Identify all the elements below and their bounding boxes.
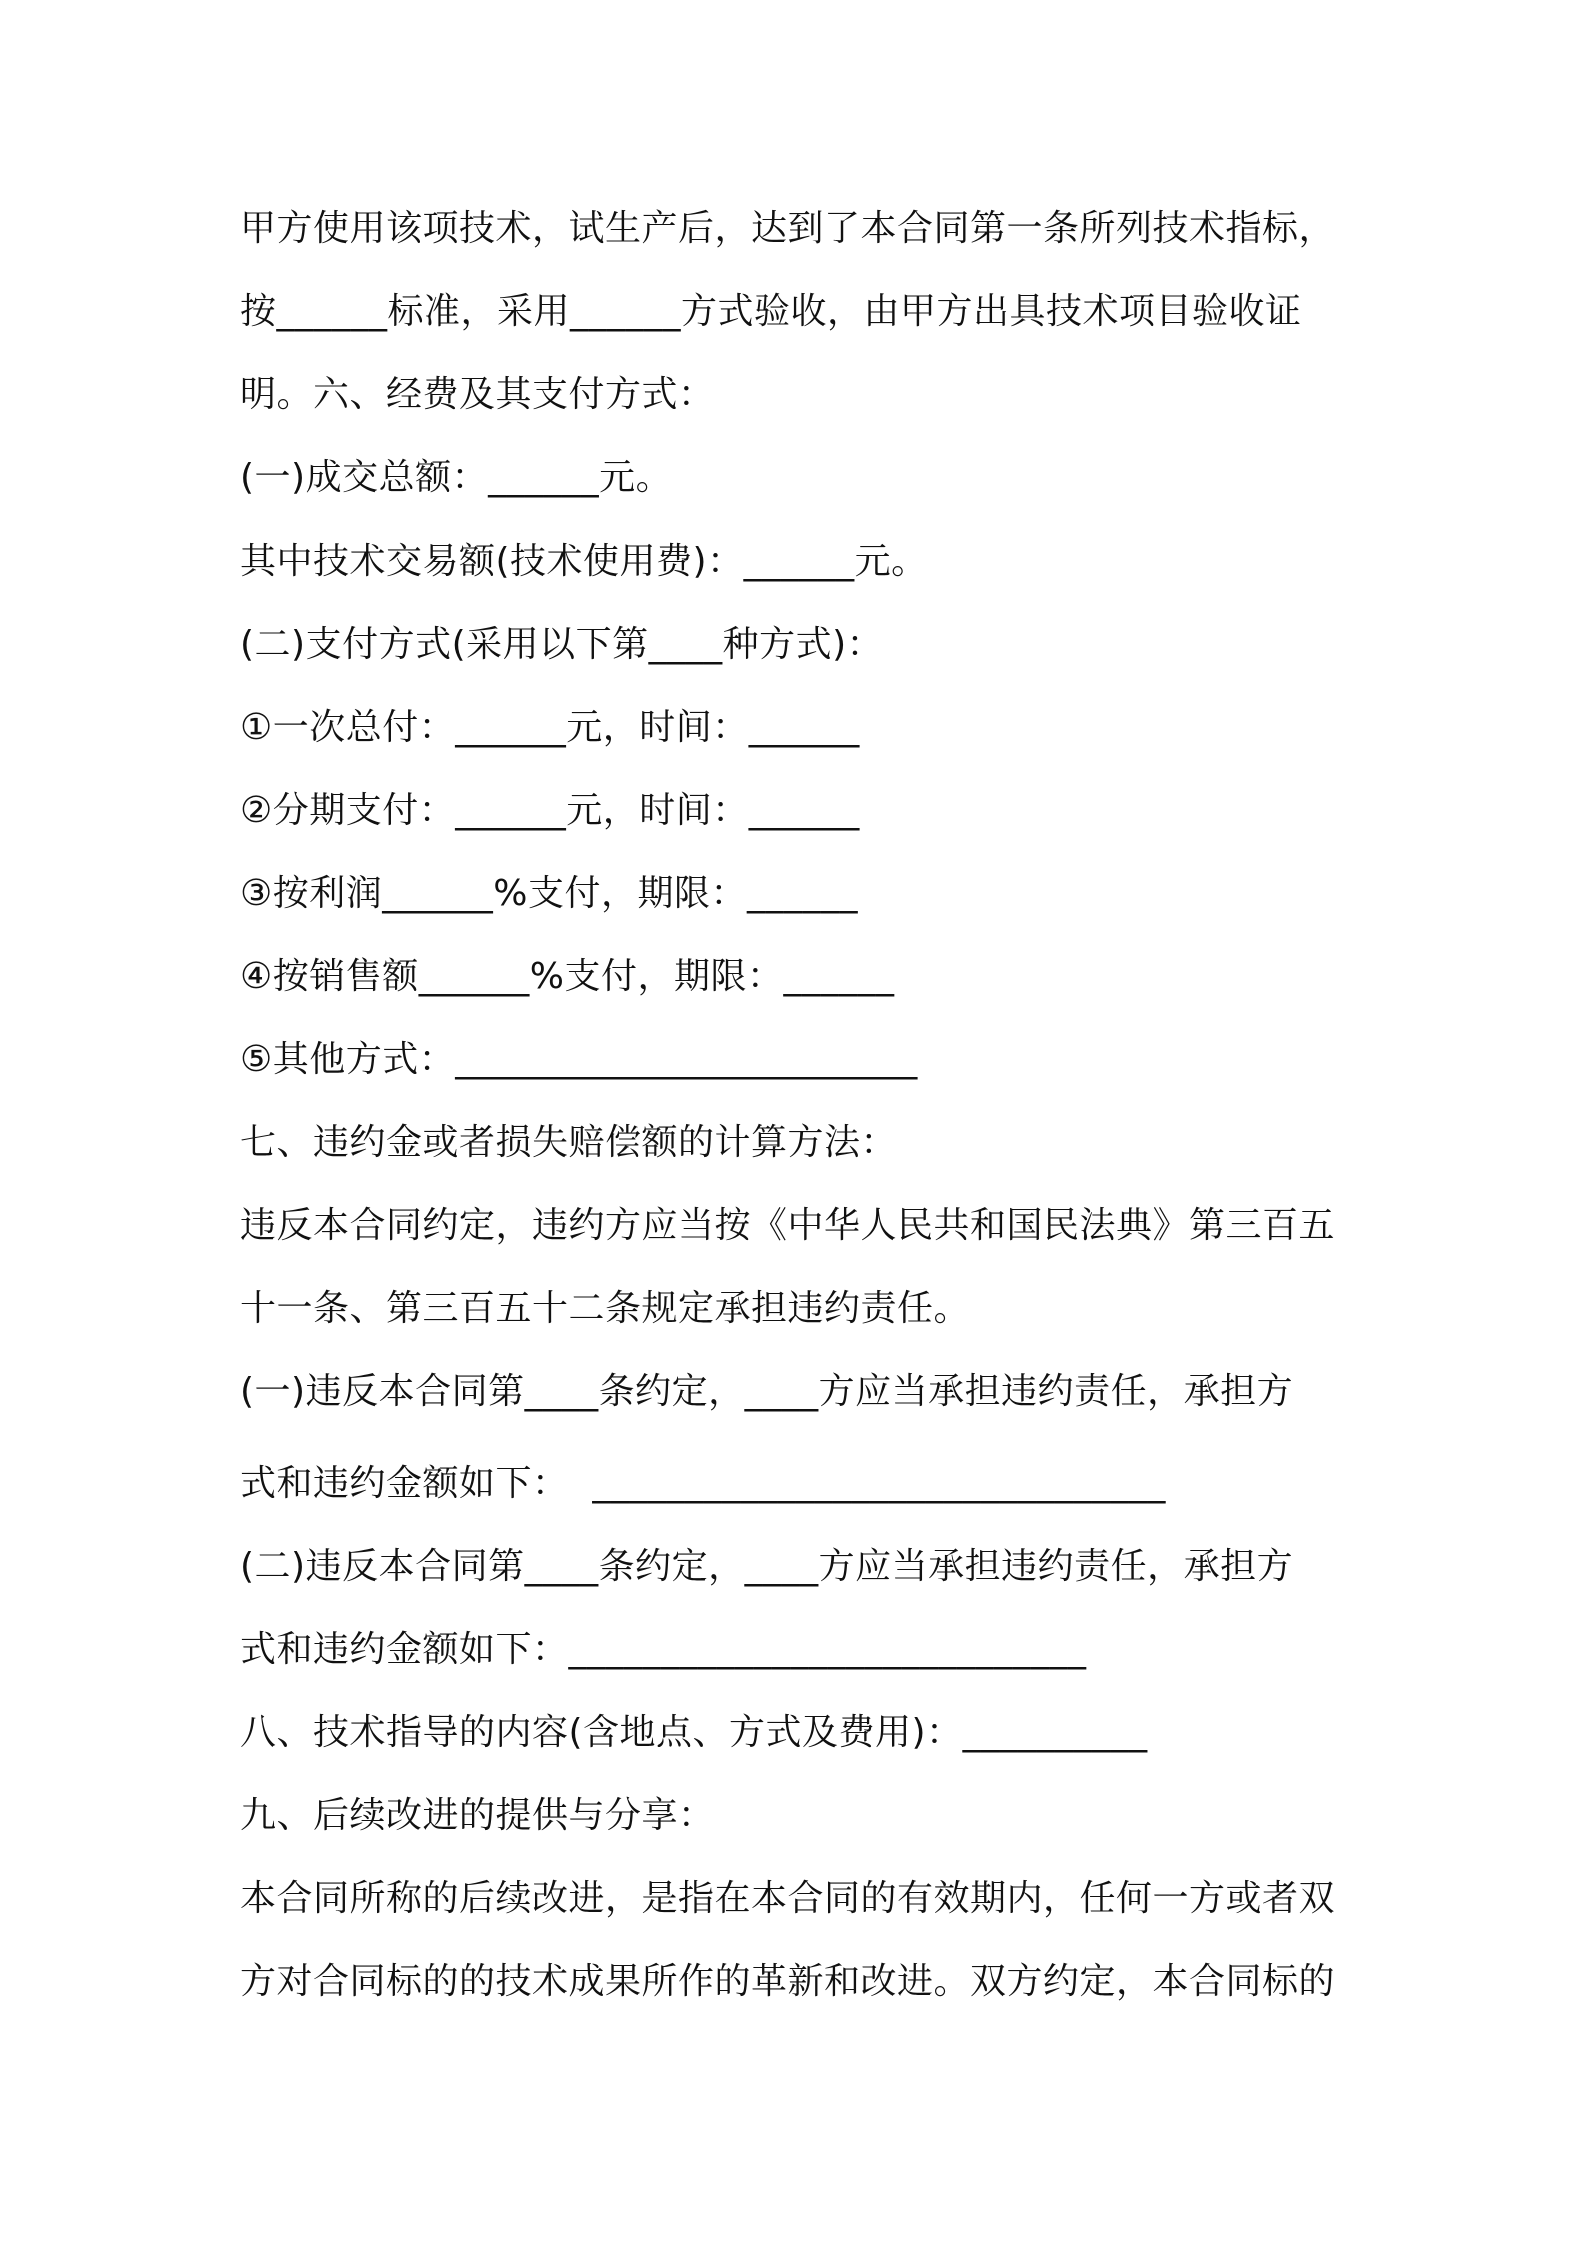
- text-line: 式和违约金额如下： _______________________________: [240, 1463, 1166, 1504]
- text-line: 违反本合同约定，违约方应当按《中华人民共和国民法典》第三百五: [240, 1205, 1336, 1246]
- text-line: 其中技术交易额(技术使用费)：______元。: [240, 541, 928, 582]
- text-line: 式和违约金额如下：____________________________: [240, 1629, 1087, 1670]
- text-line: (一)违反本合同第____条约定，____方应当承担违约责任，承担方: [240, 1371, 1294, 1412]
- text-line: 八、技术指导的内容(含地点、方式及费用)：__________: [240, 1712, 1148, 1753]
- text-line: ③按利润______%支付，期限：______: [240, 873, 858, 914]
- text-line: 七、违约金或者损失赔偿额的计算方法：: [240, 1122, 898, 1163]
- text-line: 方对合同标的的技术成果所作的革新和改进。双方约定，本合同标的: [240, 1961, 1336, 2002]
- text-line: (二)违反本合同第____条约定，____方应当承担违约责任，承担方: [240, 1546, 1294, 1587]
- text-line: 本合同所称的后续改进，是指在本合同的有效期内，任何一方或者双: [240, 1878, 1336, 1919]
- text-line: (二)支付方式(采用以下第____种方式)：: [240, 624, 884, 665]
- text-line: ④按销售额______%支付，期限：______: [240, 956, 895, 997]
- text-line: 甲方使用该项技术，试生产后，达到了本合同第一条所列技术指标，: [240, 208, 1336, 249]
- text-line: ②分期支付：______元，时间：______: [240, 790, 860, 831]
- text-line: ①一次总付：______元，时间：______: [240, 707, 860, 748]
- text-line: 九、后续改进的提供与分享：: [240, 1795, 715, 1836]
- text-line: (一)成交总额：______元。: [240, 457, 673, 498]
- text-line: 明。六、经费及其支付方式：: [240, 374, 715, 415]
- text-line: 按______标准，采用______方式验收，由甲方出具技术项目验收证: [240, 291, 1302, 332]
- text-line: 十一条、第三百五十二条规定承担违约责任。: [240, 1288, 971, 1329]
- text-line: ⑤其他方式：_________________________: [240, 1039, 918, 1080]
